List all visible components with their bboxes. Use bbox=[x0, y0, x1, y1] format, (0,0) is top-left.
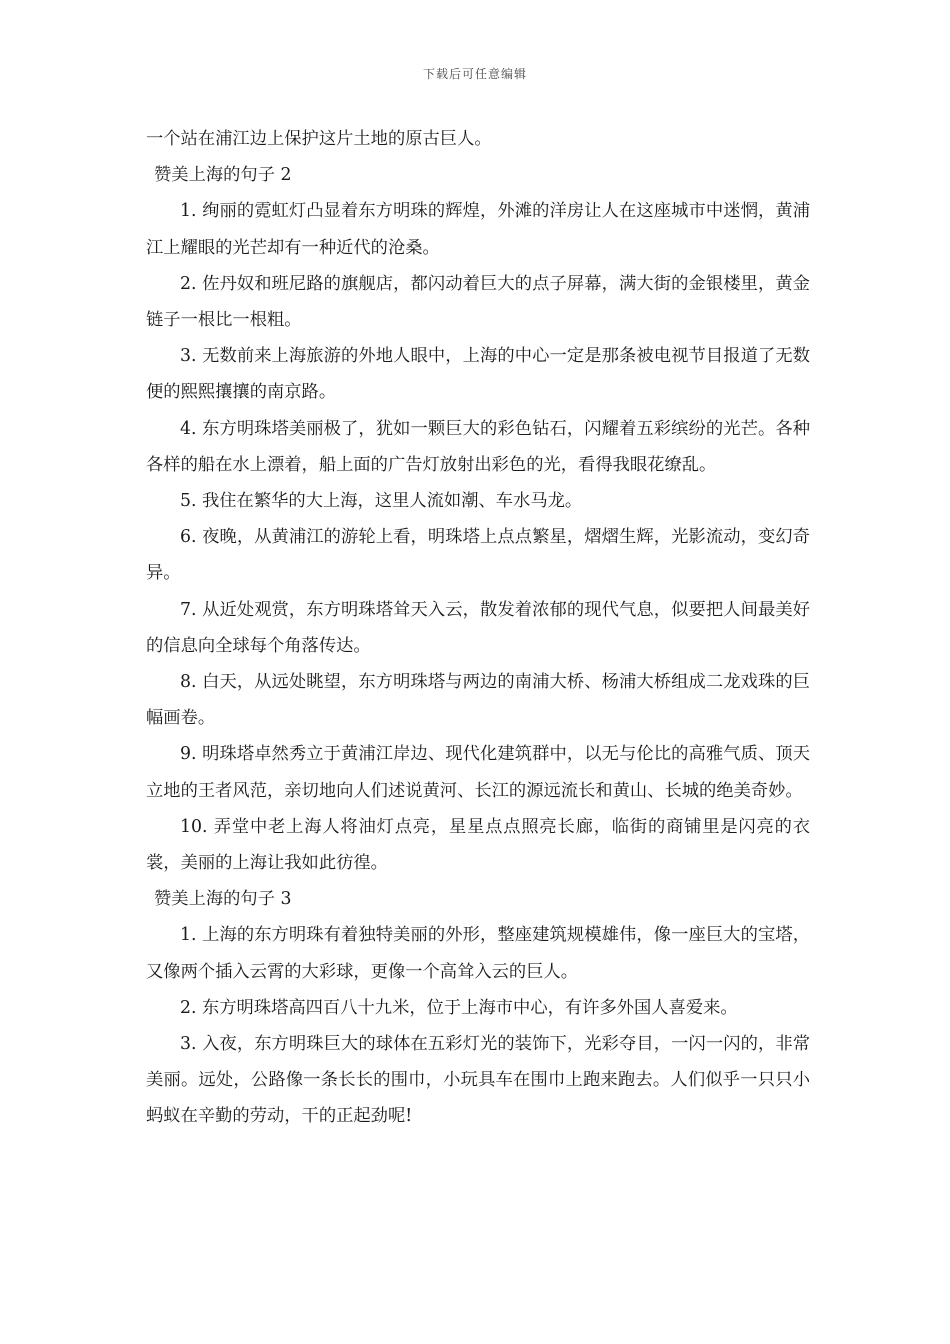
list-item: 2. 佐丹奴和班尼路的旗舰店，都闪动着巨大的点子屏幕，满大街的金银楼里，黄金链子一根比一根粗。 bbox=[146, 273, 810, 331]
section-heading: 赞美上海的句子 2 bbox=[154, 165, 292, 186]
list-item: 10. 弄堂中老上海人将油灯点亮，星星点点照亮长廊，临街的商铺里是闪亮的衣裳，美丽的上海让我如此彷徨。 bbox=[146, 816, 810, 874]
list-item: 3. 无数前来上海旅游的外地人眼中，上海的中心一定是那条被电视节目报道了无数便的熙熙攘攘的南京路。 bbox=[146, 346, 810, 403]
list-item: 5. 我住在繁华的大上海，这里人流如潮、车水马龙。 bbox=[180, 491, 583, 512]
paragraph-continuation: 一个站在浦江边上保护这片土地的原古巨人。 bbox=[146, 129, 492, 149]
list-item: 4. 东方明珠塔美丽极了，犹如一颗巨大的彩色钻石，闪耀着五彩缤纷的光芒。各种各样的船在水上漂着，船上面的广告灯放射出彩色的光，看得我眼花缭乱。 bbox=[146, 418, 810, 475]
list-item: 7. 从近处观赏，东方明珠塔耸天入云，散发着浓郁的现代气息，似要把人间最美好的信息向全球每个角落传达。 bbox=[146, 599, 810, 656]
list-item: 6. 夜晚，从黄浦江的游轮上看，明珠塔上点点繁星，熠熠生辉，光影流动，变幻奇异。 bbox=[146, 527, 810, 584]
list-item: 9. 明珠塔卓然秀立于黄浦江岸边、现代化建筑群中，以无与伦比的高雅气质、顶天立地的王者风范，亲切地向人们述说黄河、长江的源远流长和黄山、长城的绝美奇妙。 bbox=[146, 744, 810, 801]
list-item: 2. 东方明珠塔高四百八十九米，位于上海市中心，有许多外国人喜爱来。 bbox=[180, 997, 738, 1018]
list-item: 1. 绚丽的霓虹灯凸显着东方明珠的辉煌，外滩的洋房让人在这座城市中迷惘，黄浦江上耀眼的光芒却有一种近代的沧桑。 bbox=[146, 201, 810, 258]
list-item: 3. 入夜，东方明珠巨大的球体在五彩灯光的装饰下，光彩夺目，一闪一闪的，非常美丽。远处，公路像一条长长的围巾，小玩具车在围巾上跑来跑去。人们似乎一只只小蚂蚁在辛勤的劳动，干的正起劲呢! bbox=[146, 1034, 810, 1127]
document-body bbox=[146, 121, 810, 1135]
section-heading: 赞美上海的句子 3 bbox=[154, 889, 292, 910]
list-item: 8. 白天，从远处眺望，东方明珠塔与两边的南浦大桥、杨浦大桥组成二龙戏珠的巨幅画卷。 bbox=[146, 672, 810, 729]
list-item: 1. 上海的东方明珠有着独特美丽的外形，整座建筑规模雄伟，像一座巨大的宝塔，又像两个插入云霄的大彩球，更像一个高耸入云的巨人。 bbox=[146, 925, 810, 982]
page-header: 下载后可任意编辑 bbox=[422, 67, 527, 81]
